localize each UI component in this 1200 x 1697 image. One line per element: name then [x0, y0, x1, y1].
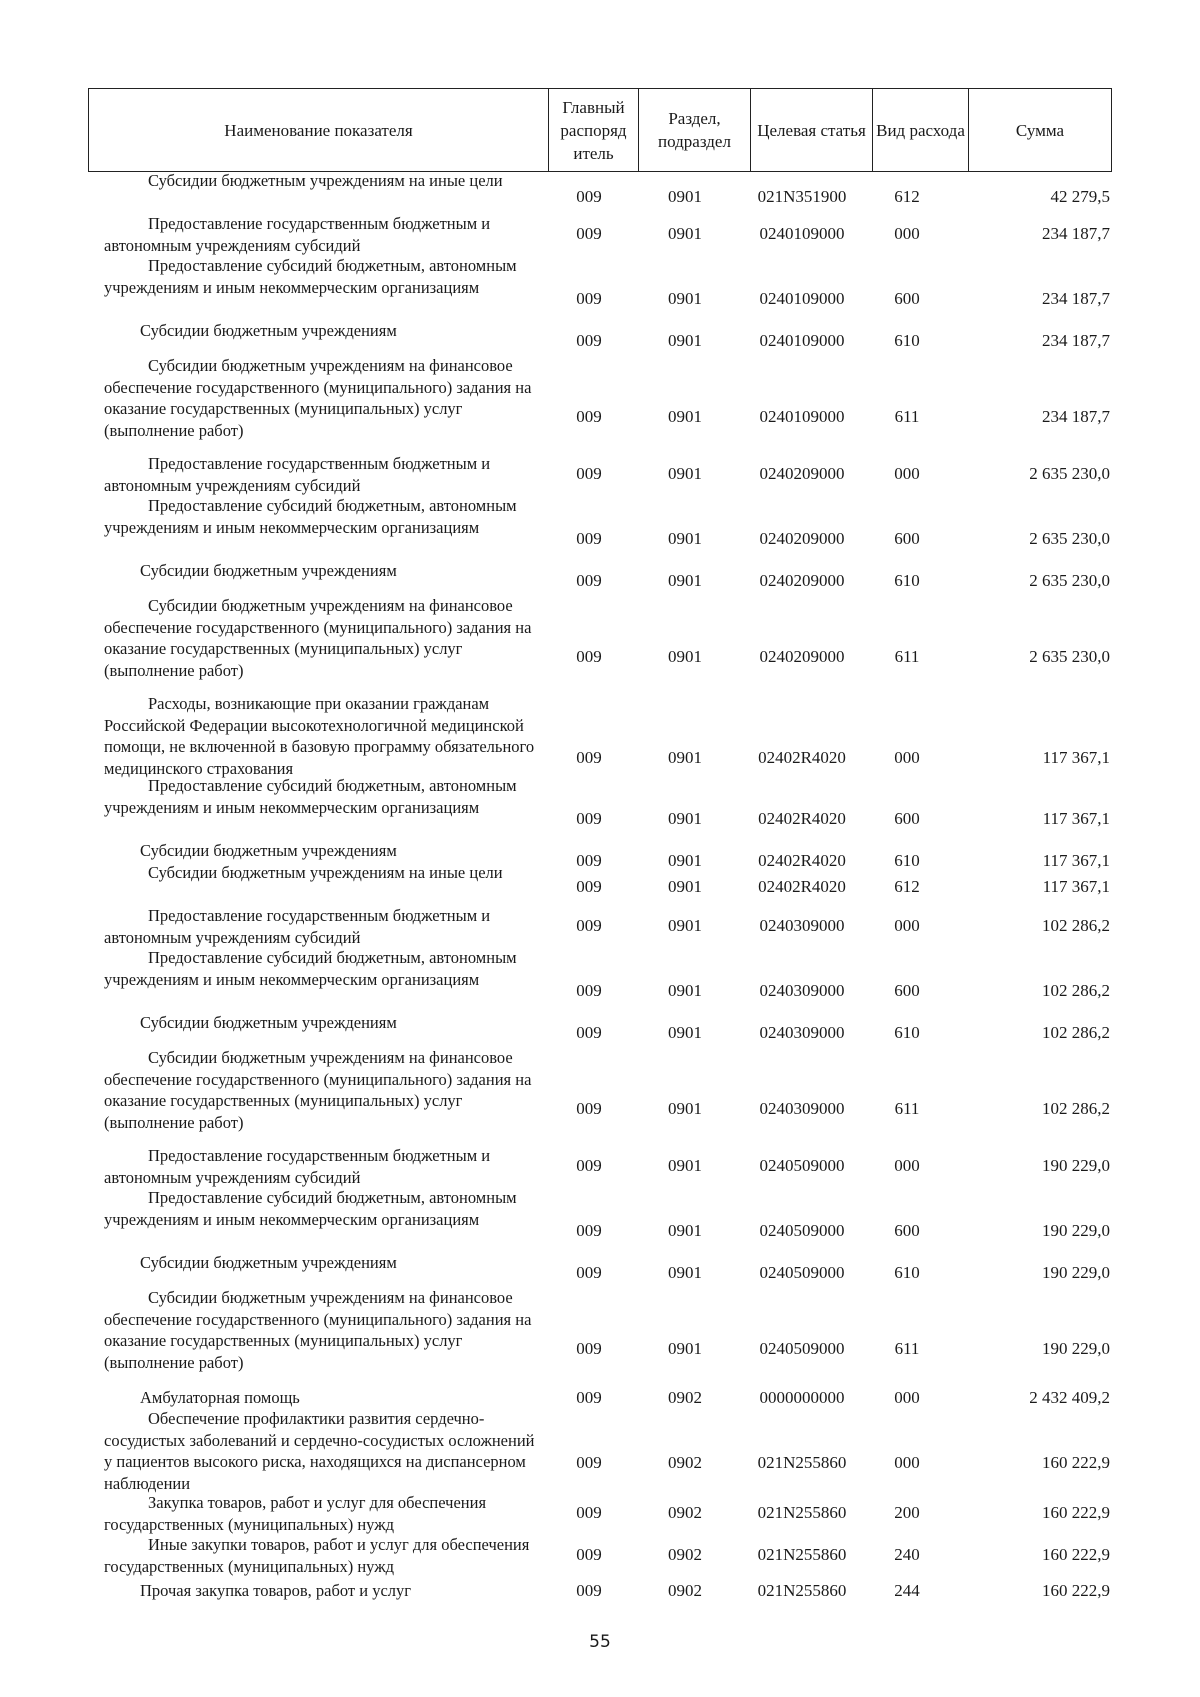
row-sum: 102 286,2	[1042, 916, 1110, 935]
row-type: 000	[894, 1388, 920, 1407]
row-type: 000	[894, 916, 920, 935]
row-name: Предоставление государственным бюджетным и автономным учреждениям субсидий	[104, 1146, 491, 1187]
row-grbs: 009	[576, 224, 602, 243]
header-grbs: Главный распоряд итель	[549, 89, 639, 171]
row-target: 0240309000	[759, 1099, 845, 1118]
row-section: 0901	[668, 571, 702, 590]
row-target: 0240209000	[759, 464, 845, 483]
row-section: 0901	[668, 1263, 702, 1282]
row-target: 0240209000	[759, 529, 845, 548]
row-section: 0901	[668, 224, 702, 243]
row-grbs: 009	[576, 187, 602, 206]
row-section: 0902	[668, 1503, 702, 1522]
row-grbs: 009	[576, 1221, 602, 1240]
row-target: 0240509000	[759, 1221, 845, 1240]
row-type: 600	[894, 981, 920, 1000]
row-sum: 190 229,0	[1042, 1221, 1110, 1240]
row-target: 0240309000	[759, 916, 845, 935]
row-target: 0240309000	[759, 981, 845, 1000]
row-grbs: 009	[576, 877, 602, 896]
row-name: Предоставление государственным бюджетным и автономным учреждениям субсидий	[104, 214, 491, 255]
row-target: 021N255860	[757, 1545, 847, 1564]
row-type: 611	[894, 1339, 920, 1358]
header-section: Раздел, подраздел	[639, 89, 751, 171]
row-sum: 2 635 230,0	[1029, 647, 1110, 666]
row-section: 0901	[668, 748, 702, 767]
row-type: 610	[894, 571, 920, 590]
row-grbs: 009	[576, 1156, 602, 1175]
row-target: 0240509000	[759, 1263, 845, 1282]
row-grbs: 009	[576, 1023, 602, 1042]
row-target: 0240209000	[759, 571, 845, 590]
row-name: Амбулаторная помощь	[140, 1388, 300, 1407]
row-grbs: 009	[576, 1581, 602, 1600]
row-grbs: 009	[576, 851, 602, 870]
row-grbs: 009	[576, 1388, 602, 1407]
row-section: 0901	[668, 916, 702, 935]
row-type: 612	[894, 877, 920, 896]
row-sum: 2 635 230,0	[1029, 571, 1110, 590]
row-name: Субсидии бюджетным учреждениям на финансовое обеспечение государственного (муниципального) задания на оказание государственных (муниципальных) услуг (выполнение работ)	[104, 1048, 532, 1132]
header-sum: Сумма	[1015, 120, 1065, 140]
row-sum: 234 187,7	[1042, 289, 1110, 308]
row-grbs: 009	[576, 981, 602, 1000]
row-sum: 160 222,9	[1042, 1503, 1110, 1522]
row-section: 0901	[668, 407, 702, 426]
row-sum: 190 229,0	[1042, 1156, 1110, 1175]
row-target: 021N255860	[757, 1503, 847, 1522]
row-sum: 160 222,9	[1042, 1453, 1110, 1472]
row-sum: 190 229,0	[1042, 1263, 1110, 1282]
row-name: Закупка товаров, работ и услуг для обеспечения государственных (муниципальных) нужд	[104, 1493, 487, 1534]
row-sum: 102 286,2	[1042, 1099, 1110, 1118]
row-section: 0901	[668, 331, 702, 350]
row-grbs: 009	[576, 1503, 602, 1522]
row-sum: 102 286,2	[1042, 1023, 1110, 1042]
row-section: 0902	[668, 1388, 702, 1407]
row-type: 611	[894, 1099, 920, 1118]
row-target: 0240109000	[759, 224, 845, 243]
row-grbs: 009	[576, 748, 602, 767]
row-name: Субсидии бюджетным учреждениям	[140, 321, 397, 340]
row-type: 000	[894, 748, 920, 767]
row-type: 000	[894, 1156, 920, 1175]
row-sum: 117 367,1	[1042, 877, 1110, 896]
row-grbs: 009	[576, 529, 602, 548]
row-type: 244	[894, 1581, 920, 1600]
row-name: Предоставление государственным бюджетным и автономным учреждениям субсидий	[104, 906, 491, 947]
row-type: 612	[894, 187, 920, 206]
row-section: 0901	[668, 1023, 702, 1042]
row-grbs: 009	[576, 647, 602, 666]
row-sum: 160 222,9	[1042, 1545, 1110, 1564]
header-target: Целевая статья	[751, 89, 873, 171]
row-target: 0240109000	[759, 331, 845, 350]
row-type: 000	[894, 1453, 920, 1472]
row-grbs: 009	[576, 1263, 602, 1282]
row-section: 0901	[668, 1339, 702, 1358]
row-name: Обеспечение профилактики развития сердечно-сосудистых заболеваний и сердечно-сосудистых осложнений у пациентов высокого риска, находящихся на диспансерном наблюдении	[104, 1409, 535, 1493]
row-sum: 160 222,9	[1042, 1581, 1110, 1600]
row-target: 0240509000	[759, 1156, 845, 1175]
row-section: 0901	[668, 289, 702, 308]
row-sum: 117 367,1	[1042, 748, 1110, 767]
page-number: 55	[589, 1632, 611, 1652]
row-name: Субсидии бюджетным учреждениям	[140, 561, 397, 580]
row-section: 0901	[668, 464, 702, 483]
row-grbs: 009	[576, 916, 602, 935]
row-type: 600	[894, 1221, 920, 1240]
row-name: Прочая закупка товаров, работ и услуг	[140, 1581, 412, 1600]
row-target: 0240109000	[759, 289, 845, 308]
row-target: 02402R4020	[758, 748, 846, 767]
row-type: 240	[894, 1545, 920, 1564]
row-name: Субсидии бюджетным учреждениям на финансовое обеспечение государственного (муниципального) задания на оказание государственных (муниципальных) услуг (выполнение работ)	[104, 596, 532, 680]
row-type: 610	[894, 1263, 920, 1282]
row-name: Предоставление субсидий бюджетным, автономным учреждениям и иным некоммерческим организациям	[104, 256, 517, 297]
row-grbs: 009	[576, 1453, 602, 1472]
row-sum: 190 229,0	[1042, 1339, 1110, 1358]
row-sum: 234 187,7	[1042, 224, 1110, 243]
row-type: 600	[894, 289, 920, 308]
row-section: 0901	[668, 187, 702, 206]
row-name: Предоставление субсидий бюджетным, автономным учреждениям и иным некоммерческим организациям	[104, 496, 517, 537]
row-section: 0902	[668, 1581, 702, 1600]
row-grbs: 009	[576, 571, 602, 590]
row-type: 000	[894, 464, 920, 483]
row-sum: 2 635 230,0	[1029, 529, 1110, 548]
row-section: 0901	[668, 851, 702, 870]
row-section: 0901	[668, 809, 702, 828]
row-name: Предоставление государственным бюджетным и автономным учреждениям субсидий	[104, 454, 491, 495]
row-section: 0901	[668, 529, 702, 548]
row-sum: 102 286,2	[1042, 981, 1110, 1000]
row-target: 02402R4020	[758, 851, 846, 870]
row-section: 0901	[668, 1221, 702, 1240]
row-target: 0000000000	[759, 1388, 845, 1407]
header-type: Вид расхода	[873, 89, 969, 171]
row-grbs: 009	[576, 407, 602, 426]
row-name: Предоставление субсидий бюджетным, автономным учреждениям и иным некоммерческим организациям	[104, 948, 517, 989]
row-target: 021N255860	[757, 1453, 847, 1472]
row-name: Расходы, возникающие при оказании гражданам Российской Федерации высокотехнологичной медицинской помощи, не включенной в базовую программу обязательного медицинского страхования	[104, 694, 535, 778]
row-type: 610	[894, 1023, 920, 1042]
row-target: 0240109000	[759, 407, 845, 426]
row-name: Субсидии бюджетным учреждениям на иные цели	[148, 863, 503, 882]
row-name: Субсидии бюджетным учреждениям на иные цели	[148, 171, 503, 190]
row-grbs: 009	[576, 809, 602, 828]
row-section: 0902	[668, 1453, 702, 1472]
row-name: Субсидии бюджетным учреждениям на финансовое обеспечение государственного (муниципального) задания на оказание государственных (муниципальных) услуг (выполнение работ)	[104, 356, 532, 440]
row-target: 0240509000	[759, 1339, 845, 1358]
row-type: 600	[894, 809, 920, 828]
row-section: 0901	[668, 981, 702, 1000]
row-sum: 117 367,1	[1042, 809, 1110, 828]
row-type: 200	[894, 1503, 920, 1522]
row-target: 02402R4020	[758, 877, 846, 896]
row-grbs: 009	[576, 289, 602, 308]
row-target: 021N351900	[757, 187, 847, 206]
row-sum: 2 432 409,2	[1029, 1388, 1110, 1407]
row-name: Иные закупки товаров, работ и услуг для обеспечения государственных (муниципальных) нужд	[104, 1535, 530, 1576]
row-sum: 42 279,5	[1050, 187, 1110, 206]
row-type: 611	[894, 647, 920, 666]
row-section: 0901	[668, 1099, 702, 1118]
header-name: Наименование показателя	[89, 89, 549, 171]
row-grbs: 009	[576, 1339, 602, 1358]
row-target: 0240209000	[759, 647, 845, 666]
row-target: 021N255860	[757, 1581, 847, 1600]
row-sum: 2 635 230,0	[1029, 464, 1110, 483]
row-name: Субсидии бюджетным учреждениям	[140, 1253, 397, 1272]
row-sum: 234 187,7	[1042, 407, 1110, 426]
row-name: Предоставление субсидий бюджетным, автономным учреждениям и иным некоммерческим организациям	[104, 1188, 517, 1229]
row-type: 610	[894, 331, 920, 350]
row-type: 600	[894, 529, 920, 548]
row-grbs: 009	[576, 1545, 602, 1564]
row-name: Предоставление субсидий бюджетным, автономным учреждениям и иным некоммерческим организациям	[104, 776, 517, 817]
row-target: 0240309000	[759, 1023, 845, 1042]
row-section: 0901	[668, 1156, 702, 1175]
row-type: 611	[894, 407, 920, 426]
row-sum: 117 367,1	[1042, 851, 1110, 870]
row-grbs: 009	[576, 1099, 602, 1118]
row-type: 000	[894, 224, 920, 243]
row-grbs: 009	[576, 464, 602, 483]
row-name: Субсидии бюджетным учреждениям на финансовое обеспечение государственного (муниципального) задания на оказание государственных (муниципальных) услуг (выполнение работ)	[104, 1288, 532, 1372]
row-grbs: 009	[576, 331, 602, 350]
row-section: 0901	[668, 877, 702, 896]
row-name: Субсидии бюджетным учреждениям	[140, 841, 397, 860]
row-target: 02402R4020	[758, 809, 846, 828]
row-sum: 234 187,7	[1042, 331, 1110, 350]
row-type: 610	[894, 851, 920, 870]
row-section: 0902	[668, 1545, 702, 1564]
row-name: Субсидии бюджетным учреждениям	[140, 1013, 397, 1032]
row-section: 0901	[668, 647, 702, 666]
